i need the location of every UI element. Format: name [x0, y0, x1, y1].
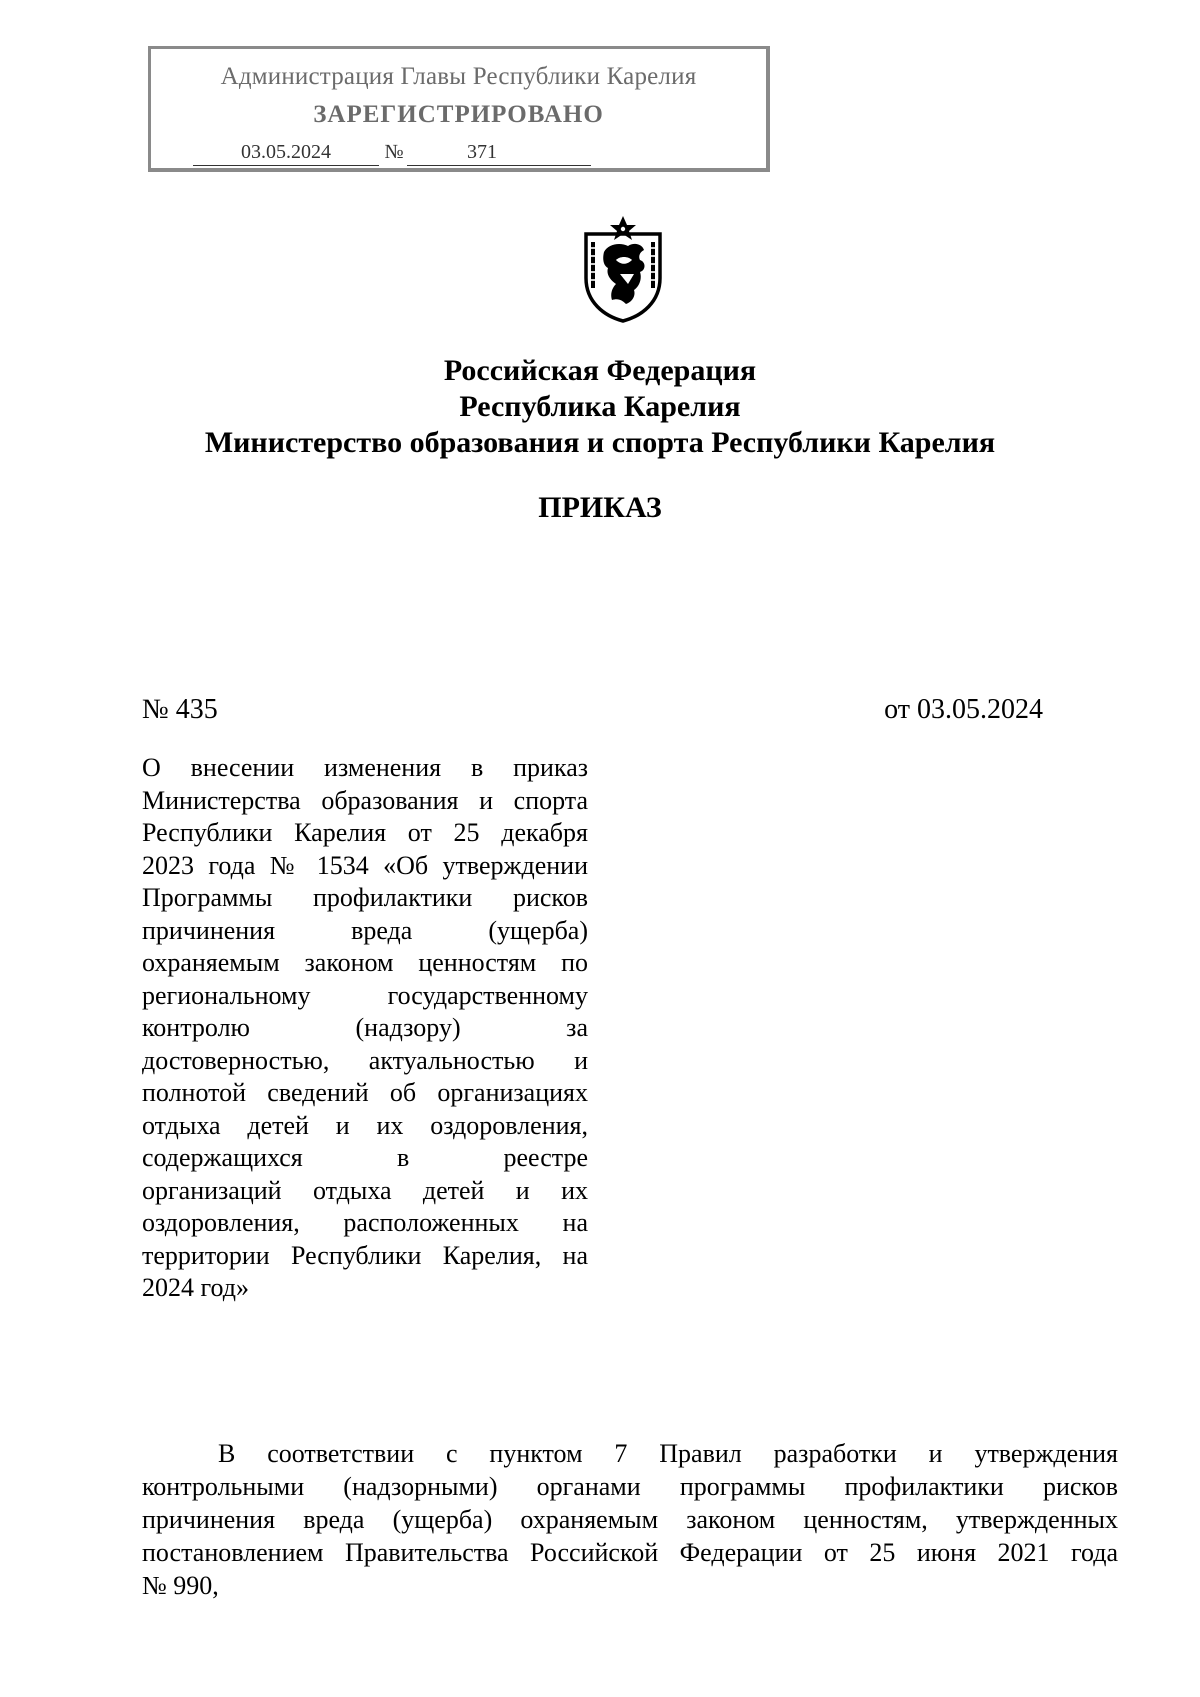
- subject-line: 2024 год»: [142, 1273, 249, 1302]
- order-preamble: [142, 1437, 1118, 1602]
- body-line: причинения вреда (ущерба) охраняемым законом ценностям, утвержденных: [142, 1505, 1118, 1534]
- body-line: контрольными (надзорными) органами программы профилактики рисков: [142, 1472, 1118, 1501]
- stamp-administration-title: Администрация Главы Республики Карелия: [220, 63, 697, 90]
- subject-line: территории Республики Карелия, на: [142, 1240, 588, 1270]
- stamp-registration-number: 371: [407, 141, 591, 166]
- subject-line: региональному государственному: [142, 980, 588, 1010]
- subject-line: отдыха детей и их оздоровления,: [142, 1110, 588, 1140]
- stamp-registration-date: 03.05.2024: [193, 141, 379, 166]
- subject-line: контролю (надзору) за: [142, 1013, 588, 1042]
- order-number: № 435: [142, 694, 218, 725]
- subject-line: причинения вреда (ущерба): [142, 915, 588, 945]
- coat-of-arms-of-karelia-icon: [576, 212, 670, 324]
- body-line: № 990,: [142, 1571, 219, 1600]
- order-date: от 03.05.2024: [884, 694, 1043, 725]
- subject-line: содержащихся в реестре: [142, 1143, 588, 1172]
- subject-line: Министерства образования и спорта: [142, 785, 588, 815]
- body-line: В соответствии с пунктом 7 Правил разработки и утверждения: [218, 1439, 1118, 1468]
- document-type-title: ПРИКАЗ: [538, 491, 662, 524]
- header-ministry: Министерство образования и спорта Республики Карелия: [204, 426, 996, 459]
- subject-line: 2023 года № 1534 «Об утверждении: [142, 850, 588, 880]
- body-line: постановлением Правительства Российской Федерации от 25 июня 2021 года: [142, 1538, 1118, 1567]
- subject-line: полнотой сведений об организациях: [142, 1078, 588, 1107]
- registration-stamp: [148, 46, 770, 172]
- header-republic: Республика Карелия: [459, 390, 741, 423]
- header-country: Российская Федерация: [443, 354, 757, 387]
- subject-line: Республики Карелия от 25 декабря: [142, 818, 588, 847]
- subject-line: О внесении изменения в приказ: [142, 753, 588, 782]
- subject-line: организаций отдыха детей и их: [142, 1175, 588, 1205]
- subject-line: достоверностью, актуальностью и: [142, 1045, 588, 1075]
- order-subject: [142, 752, 588, 1305]
- subject-line: оздоровления, расположенных на: [142, 1208, 588, 1237]
- subject-line: Программы профилактики рисков: [142, 883, 588, 912]
- subject-line: охраняемым законом ценностям по: [142, 948, 588, 977]
- stamp-registered-label: ЗАРЕГИСТРИРОВАНО: [313, 101, 604, 128]
- stamp-number-label: №: [384, 141, 404, 163]
